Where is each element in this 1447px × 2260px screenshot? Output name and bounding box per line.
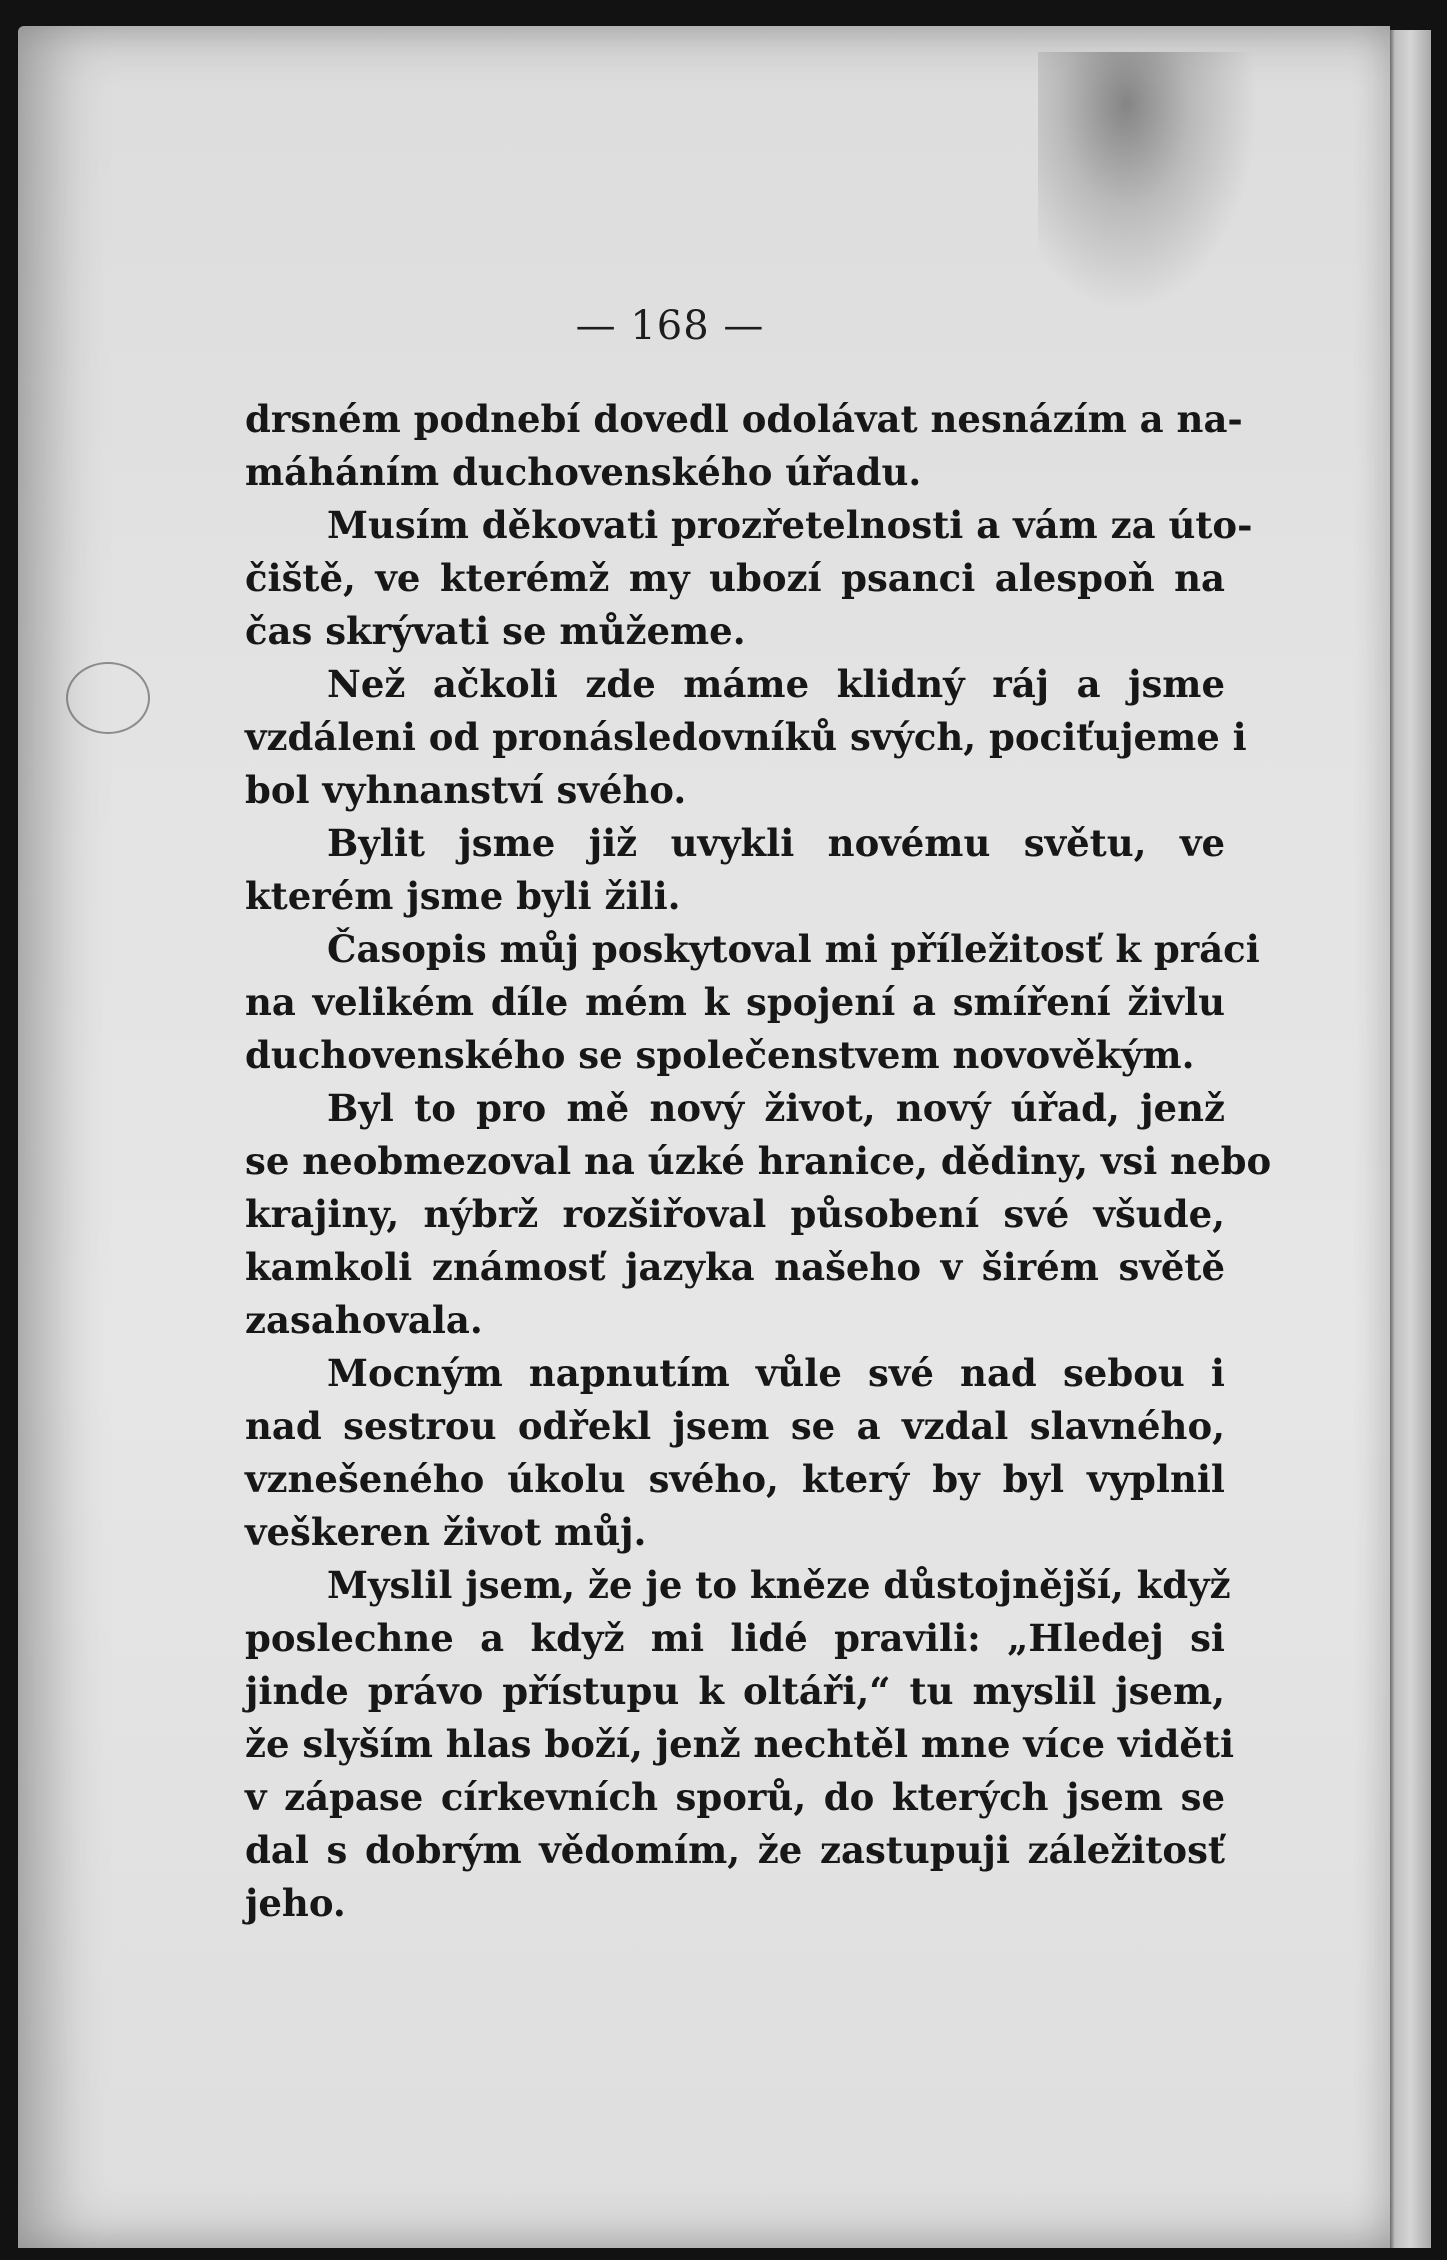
text-line: kamkoli známosť jazyka našeho v širém světě	[245, 1245, 1225, 1289]
paragraph	[245, 658, 1247, 817]
text-line: se neobmezoval na úzké hranice, dědiny, vsi nebo	[245, 1139, 1272, 1183]
paragraph	[245, 1559, 1235, 1930]
text-line: jinde právo přístupu k oltáři,“ tu myslil jsem,	[245, 1669, 1225, 1713]
page-number: — 168 —	[575, 303, 765, 349]
text-line: že slyším hlas boží, jenž nechtěl mne více viděti	[245, 1722, 1235, 1766]
text-line: Časopis můj poskytoval mi příležitosť k práci	[327, 927, 1260, 971]
text-line: čiště, ve kterémž my ubozí psanci alespoň na	[245, 556, 1225, 600]
text-line: v zápase církevních sporů, do kterých jsem se	[245, 1775, 1225, 1819]
adjacent-page-edge	[1386, 30, 1431, 2248]
paragraph	[245, 393, 1243, 499]
text-line: bol vyhnanství svého.	[245, 768, 687, 812]
text-line: nad sestrou odřekl jsem se a vzdal slavného,	[245, 1404, 1225, 1448]
text-line: vznešeného úkolu svého, který by byl vyplnil	[245, 1457, 1225, 1501]
paragraph	[245, 923, 1260, 1082]
text-line: drsném podnebí dovedl odolávat nesnázím a na-	[245, 397, 1243, 441]
text-line: Než ačkoli zde máme klidný ráj a jsme	[327, 662, 1225, 706]
text-line: poslechne a když mi lidé pravili: „Hledej si	[245, 1616, 1225, 1660]
text-line: Byl to pro mě nový život, nový úřad, jenž	[327, 1086, 1225, 1130]
text-line: máháním duchovenského úřadu.	[245, 450, 922, 494]
paragraph	[245, 1082, 1272, 1347]
page-text	[245, 300, 1272, 1930]
text-line: Musím děkovati prozřetelnosti a vám za úto-	[327, 503, 1253, 547]
paragraph	[245, 1347, 1225, 1559]
text-line: veškeren život můj.	[245, 1510, 647, 1554]
text-line: Bylit jsme již uvykli novému světu, ve	[327, 821, 1225, 865]
text-line: Mocným napnutím vůle své nad sebou i	[327, 1351, 1225, 1395]
text-line: duchovenského se společenstvem novověkým.	[245, 1033, 1195, 1077]
text-line: zasahovala.	[245, 1298, 483, 1342]
paragraphs	[245, 393, 1272, 1930]
text-line: čas skrývati se můžeme.	[245, 609, 746, 653]
paragraph	[245, 817, 1225, 923]
text-line: dal s dobrým vědomím, že zastupuji záležitosť	[245, 1828, 1225, 1872]
text-line: krajiny, nýbrž rozšiřoval působení své všude,	[245, 1192, 1225, 1236]
text-line: jeho.	[245, 1881, 346, 1925]
text-line: kterém jsme byli žili.	[245, 874, 681, 918]
text-line: vzdáleni od pronásledovníků svých, pociťujeme i	[245, 715, 1247, 759]
stain-ring	[66, 662, 150, 734]
text-line: Myslil jsem, že je to kněze důstojnější, když	[327, 1563, 1231, 1607]
stain-smudge	[1038, 52, 1258, 312]
paragraph	[245, 499, 1253, 658]
text-line: na velikém díle mém k spojení a smíření živlu	[245, 980, 1225, 1024]
